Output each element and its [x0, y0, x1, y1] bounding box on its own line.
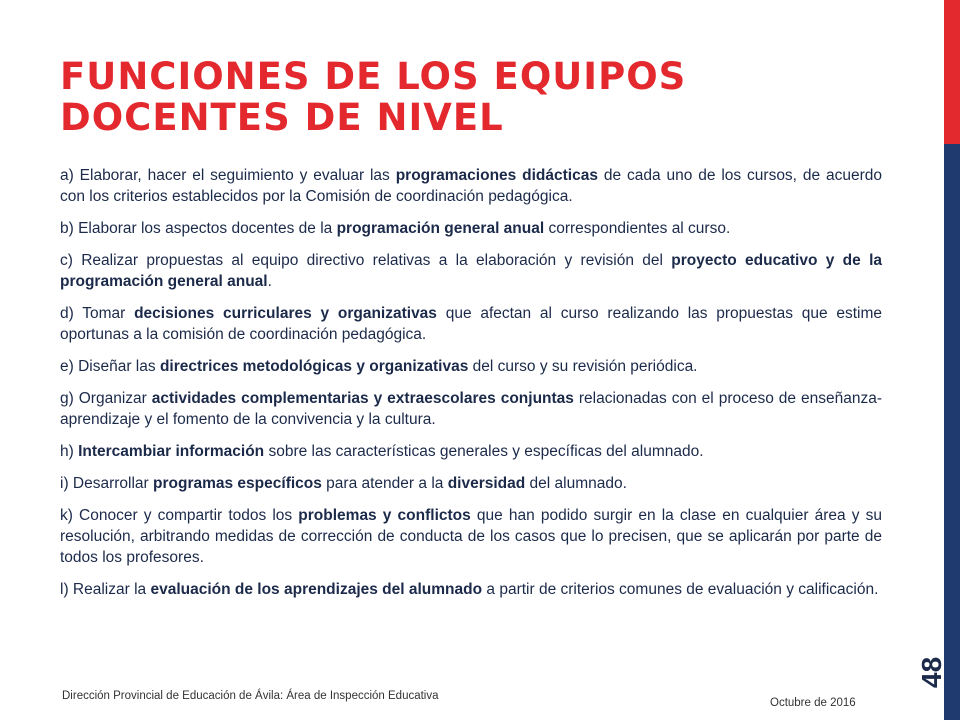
accent-bar-blue	[944, 144, 960, 720]
bold-term: programas específicos	[153, 475, 322, 492]
bold-term: evaluación de los aprendizajes del alumnado	[150, 581, 483, 598]
bold-term: decisiones curriculares y organizativas	[134, 305, 437, 322]
bold-term: programaciones didácticas	[395, 167, 598, 184]
text-run: k) Conocer y compartir todos los	[60, 507, 299, 524]
paragraph-i	[60, 473, 882, 494]
text-run: i) Desarrollar	[60, 475, 154, 492]
text-run: a partir de criterios comunes de evaluación y calificación.	[482, 581, 879, 598]
bold-term: programación general anual	[336, 220, 545, 237]
bold-term: proyecto educativo y de la programación general anual	[60, 252, 882, 290]
text-run: .	[267, 273, 272, 290]
paragraph-k	[60, 505, 882, 568]
paragraph-l	[60, 579, 882, 600]
paragraph-g	[60, 388, 882, 430]
text-run: del curso y su revisión periódica.	[468, 358, 698, 375]
slide-title: FUNCIONES DE LOS EQUIPOS DOCENTES DE NIVEL	[60, 55, 687, 139]
paragraph-h	[60, 441, 882, 462]
footer-date: Octubre de 2016	[770, 697, 856, 709]
text-run: c) Realizar propuestas al equipo directivo relativas a la elaboración y revisión del	[60, 252, 672, 269]
bold-term: Intercambiar información	[78, 443, 265, 460]
text-run: g) Organizar	[60, 390, 152, 407]
text-run: e) Diseñar las	[60, 358, 160, 375]
text-run: l) Realizar la	[60, 581, 151, 598]
text-run: de cada uno de los cursos, de acuerdo con los criterios establecidos por la Comisión de coordinación pedagógica.	[60, 167, 883, 205]
footer-organization: Dirección Provincial de Educación de Ávila: Área de Inspección Educativa	[62, 690, 439, 702]
text-run: sobre las características generales y específicas del alumnado.	[264, 443, 704, 460]
bold-term: directrices metodológicas y organizativas	[159, 358, 469, 375]
bold-term: actividades complementarias y extraescolares conjuntas	[151, 390, 574, 407]
paragraph-e	[60, 356, 882, 377]
text-run: d) Tomar	[60, 305, 135, 322]
paragraph-c	[60, 250, 882, 292]
text-run: que afectan al curso realizando las propuestas que estime oportunas a la comisión de coordinación pedagógica.	[60, 305, 883, 343]
paragraph-b	[60, 218, 882, 239]
text-run: correspondientes al curso.	[544, 220, 731, 237]
text-run: para atender a la	[321, 475, 448, 492]
text-run: del alumnado.	[525, 475, 627, 492]
text-run: que han podido surgir en la clase en cualquier área y su resolución, arbitrando medidas de corrección de conducta de los casos que lo precisen, que se aplicarán por parte de todos los profesores.	[60, 507, 882, 566]
accent-bar-red	[944, 0, 960, 144]
bold-term: diversidad	[447, 475, 526, 492]
slide-body	[60, 165, 882, 611]
text-run: h)	[60, 443, 79, 460]
text-run: b) Elaborar los aspectos docentes de la	[60, 220, 337, 237]
text-run: relacionadas con el proceso de enseñanza-aprendizaje y el fomento de la convivencia y la cultura.	[60, 390, 882, 428]
bold-term: problemas y conflictos	[298, 507, 471, 524]
page-number: 48	[916, 656, 947, 688]
text-run: a) Elaborar, hacer el seguimiento y evaluar las	[60, 167, 396, 184]
paragraph-a	[60, 165, 882, 207]
paragraph-d	[60, 303, 882, 345]
